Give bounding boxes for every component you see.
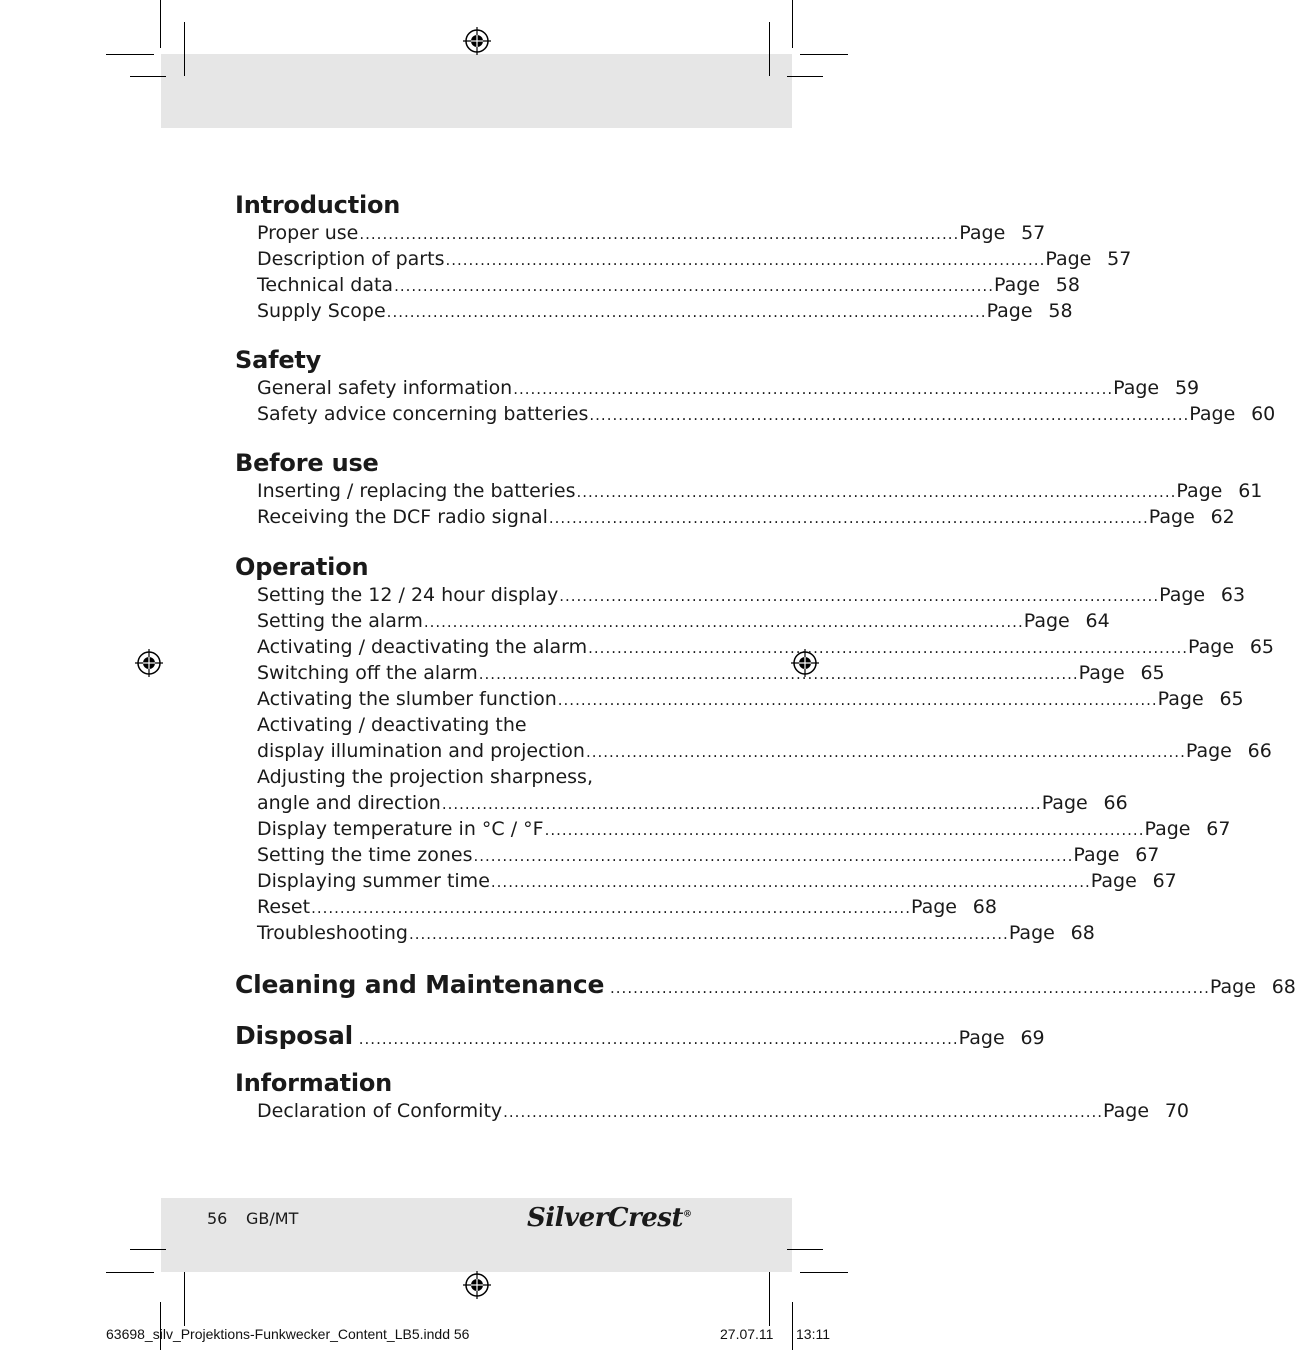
page-number: 57 — [1021, 222, 1046, 244]
crop-mark — [184, 22, 185, 76]
entry-label: Activating / deactivating the alarm — [257, 636, 588, 658]
page-number: 58 — [1055, 274, 1080, 296]
entry-label: Display temperature in °C / °F — [257, 818, 544, 840]
crop-mark — [106, 1272, 154, 1273]
leader-dots: ........................................................................................................ — [359, 225, 960, 243]
page-number: 66 — [1103, 792, 1128, 814]
toc-entry[interactable] — [235, 842, 1160, 868]
toc-section-disposal — [235, 1014, 1045, 1058]
page-number: 65 — [1140, 662, 1165, 684]
toc-section-operation — [235, 552, 1275, 946]
entry-label: Setting the alarm — [257, 610, 423, 632]
slug-date: 27.07.11 — [720, 1326, 774, 1342]
registration-mark-icon — [463, 1271, 491, 1299]
page-word: Page — [958, 1027, 1005, 1049]
leader-dots: ........................................................................................................ — [589, 406, 1190, 424]
leader-dots: ........................................................................................................ — [576, 483, 1177, 501]
section-title: Information — [235, 1069, 393, 1097]
page-number: 63 — [1220, 584, 1246, 606]
header-band — [161, 54, 792, 128]
page-word: Page — [1189, 403, 1236, 425]
toc-entry[interactable] — [235, 1098, 1190, 1124]
toc-entry[interactable] — [235, 246, 1132, 272]
entry-label: display illumination and projection — [257, 740, 585, 762]
page-word: Page — [993, 274, 1040, 296]
leader-dots: ........................................................................................................ — [503, 1103, 1104, 1121]
leader-dots: ........................................................................................................ — [604, 979, 1210, 997]
toc-entry[interactable] — [235, 894, 997, 920]
entry-label: Inserting / replacing the batteries — [257, 480, 576, 502]
page-word: Page — [1188, 636, 1235, 658]
toc-section-before-use — [235, 448, 1263, 530]
brand-logo — [527, 1203, 691, 1233]
toc-entry[interactable] — [235, 608, 1110, 634]
entry-label: Proper use — [257, 222, 359, 244]
section-title: Safety — [235, 346, 322, 374]
toc-entry[interactable] — [235, 298, 1073, 324]
toc-entry[interactable] — [235, 790, 1128, 816]
toc-entry[interactable] — [235, 478, 1263, 504]
page-word: Page — [1113, 377, 1160, 399]
toc-entry[interactable] — [235, 868, 1177, 894]
entry-label: Safety advice concerning batteries — [257, 403, 589, 425]
section-title: Operation — [235, 553, 369, 581]
page-word: Page — [1157, 688, 1204, 710]
page-number: 68 — [1070, 922, 1095, 944]
crop-mark — [769, 22, 770, 76]
toc-entry[interactable] — [235, 634, 1275, 660]
leader-dots: ........................................................................................................ — [585, 743, 1186, 761]
page-word: Page — [910, 896, 957, 918]
entry-label: Supply Scope — [257, 300, 386, 322]
page-number: 59 — [1174, 377, 1200, 399]
page-number: 57 — [1107, 248, 1132, 270]
crop-mark — [800, 54, 848, 55]
slug-file: 63698_silv_Projektions-Funkwecker_Content_LB5.indd 56 — [106, 1326, 470, 1342]
page-word: Page — [1045, 248, 1092, 270]
leader-dots: ........................................................................................................ — [513, 380, 1114, 398]
page-word: Page — [1078, 662, 1125, 684]
page-number: 69 — [1020, 1027, 1045, 1049]
leader-dots: ........................................................................................................ — [394, 277, 994, 295]
page-word: Page — [1041, 792, 1088, 814]
crop-mark — [769, 1272, 770, 1326]
page-number: 68 — [972, 896, 997, 918]
page-word: Page — [1176, 480, 1223, 502]
leader-dots: ........................................................................................................ — [353, 1030, 959, 1048]
footer-page-number: 56 — [207, 1209, 228, 1228]
toc-entry[interactable] — [235, 504, 1235, 530]
entry-label: Setting the time zones — [257, 844, 473, 866]
page-word: Page — [1103, 1100, 1150, 1122]
leader-dots: ........................................................................................................ — [544, 821, 1145, 839]
leader-dots: ........................................................................................................ — [473, 847, 1074, 865]
page-number: 60 — [1251, 403, 1276, 425]
page-word: Page — [1090, 870, 1137, 892]
crop-mark — [800, 1272, 848, 1273]
toc-section-information — [235, 1068, 1190, 1124]
leader-dots: ........................................................................................................ — [557, 691, 1158, 709]
toc-entry[interactable] — [235, 1014, 1045, 1058]
toc-entry[interactable] — [235, 272, 1080, 298]
page-number: 67 — [1135, 844, 1160, 866]
toc-entry[interactable] — [235, 401, 1276, 427]
page-word: Page — [1148, 506, 1195, 528]
page-number: 61 — [1238, 480, 1263, 502]
page-word: Page — [1073, 844, 1120, 866]
page-number: 65 — [1219, 688, 1244, 710]
section-title: Disposal — [235, 1021, 353, 1050]
section-title: Before use — [235, 449, 379, 477]
entry-label: Switching off the alarm — [257, 662, 478, 684]
entry-label: Description of parts — [257, 248, 445, 270]
leader-dots: ........................................................................................................ — [490, 873, 1091, 891]
leader-dots: ........................................................................................................ — [588, 639, 1189, 657]
page-word: Page — [1144, 818, 1191, 840]
crop-mark — [787, 1249, 823, 1250]
page-number: 65 — [1249, 636, 1275, 658]
section-title: Introduction — [235, 191, 401, 219]
page-number: 70 — [1164, 1100, 1190, 1122]
entry-label-first-line: Adjusting the projection sharpness, — [257, 766, 593, 788]
entry-label-first-line: Activating / deactivating the — [257, 714, 527, 736]
leader-dots: ........................................................................................................ — [478, 665, 1079, 683]
entry-label: angle and direction — [257, 792, 441, 814]
leader-dots: ........................................................................................................ — [408, 925, 1009, 943]
entry-label: Activating the slumber function — [257, 688, 557, 710]
page-word: Page — [1023, 610, 1070, 632]
entry-label: Reset — [257, 896, 311, 918]
footer-language: GB/MT — [246, 1209, 299, 1228]
page-word: Page — [986, 300, 1033, 322]
toc-entry[interactable] — [235, 686, 1244, 712]
page-number: 62 — [1210, 506, 1235, 528]
toc-entry[interactable] — [235, 738, 1272, 764]
page-word: Page — [1185, 740, 1232, 762]
page-word: Page — [1209, 976, 1256, 998]
page-word: Page — [1159, 584, 1206, 606]
brand-name: SilverCrest — [527, 1203, 683, 1233]
crop-mark — [106, 54, 154, 55]
crop-mark — [130, 76, 166, 77]
entry-label: Declaration of Conformity — [257, 1100, 503, 1122]
toc-entry[interactable] — [235, 920, 1095, 946]
leader-dots: ........................................................................................................ — [548, 509, 1149, 527]
page-number: 58 — [1048, 300, 1073, 322]
crop-mark — [792, 1302, 793, 1350]
table-of-contents — [235, 188, 1296, 1124]
toc-entry[interactable] — [235, 220, 1046, 246]
crop-mark — [787, 76, 823, 77]
page-word: Page — [959, 222, 1006, 244]
entry-label: Troubleshooting — [257, 922, 408, 944]
toc-entry[interactable] — [235, 963, 1296, 1007]
toc-section-cleaning — [235, 963, 1296, 1007]
registration-mark-icon — [463, 27, 491, 55]
toc-entry[interactable] — [235, 660, 1165, 686]
toc-entry[interactable] — [235, 582, 1246, 608]
leader-dots: ........................................................................................................ — [423, 613, 1024, 631]
page-number: 64 — [1085, 610, 1110, 632]
toc-section-safety — [235, 345, 1276, 427]
crop-mark — [130, 1249, 166, 1250]
leader-dots: ........................................................................................................ — [559, 587, 1160, 605]
section-title: Cleaning and Maintenance — [235, 970, 605, 999]
leader-dots: ........................................................................................................ — [441, 795, 1042, 813]
entry-label: Receiving the DCF radio signal — [257, 506, 548, 528]
crop-mark — [160, 0, 161, 48]
crop-mark — [792, 0, 793, 48]
registered-mark: ® — [682, 1209, 692, 1220]
toc-section-introduction — [235, 190, 1132, 324]
slug-time: 13:11 — [796, 1326, 830, 1342]
leader-dots: ........................................................................................................ — [311, 899, 911, 917]
toc-entry[interactable] — [235, 816, 1231, 842]
page-number: 67 — [1152, 870, 1177, 892]
page-word: Page — [1008, 922, 1055, 944]
registration-mark-icon — [135, 649, 163, 677]
page-number: 67 — [1206, 818, 1231, 840]
entry-label: Displaying summer time — [257, 870, 490, 892]
leader-dots: ........................................................................................................ — [386, 303, 987, 321]
entry-label: Setting the 12 / 24 hour display — [257, 584, 559, 606]
leader-dots: ........................................................................................................ — [445, 251, 1046, 269]
page-number: 68 — [1271, 976, 1296, 998]
entry-label: General safety information — [257, 377, 513, 399]
page-number: 66 — [1247, 740, 1272, 762]
entry-label: Technical data — [257, 274, 394, 296]
toc-entry[interactable] — [235, 375, 1200, 401]
crop-mark — [184, 1272, 185, 1326]
